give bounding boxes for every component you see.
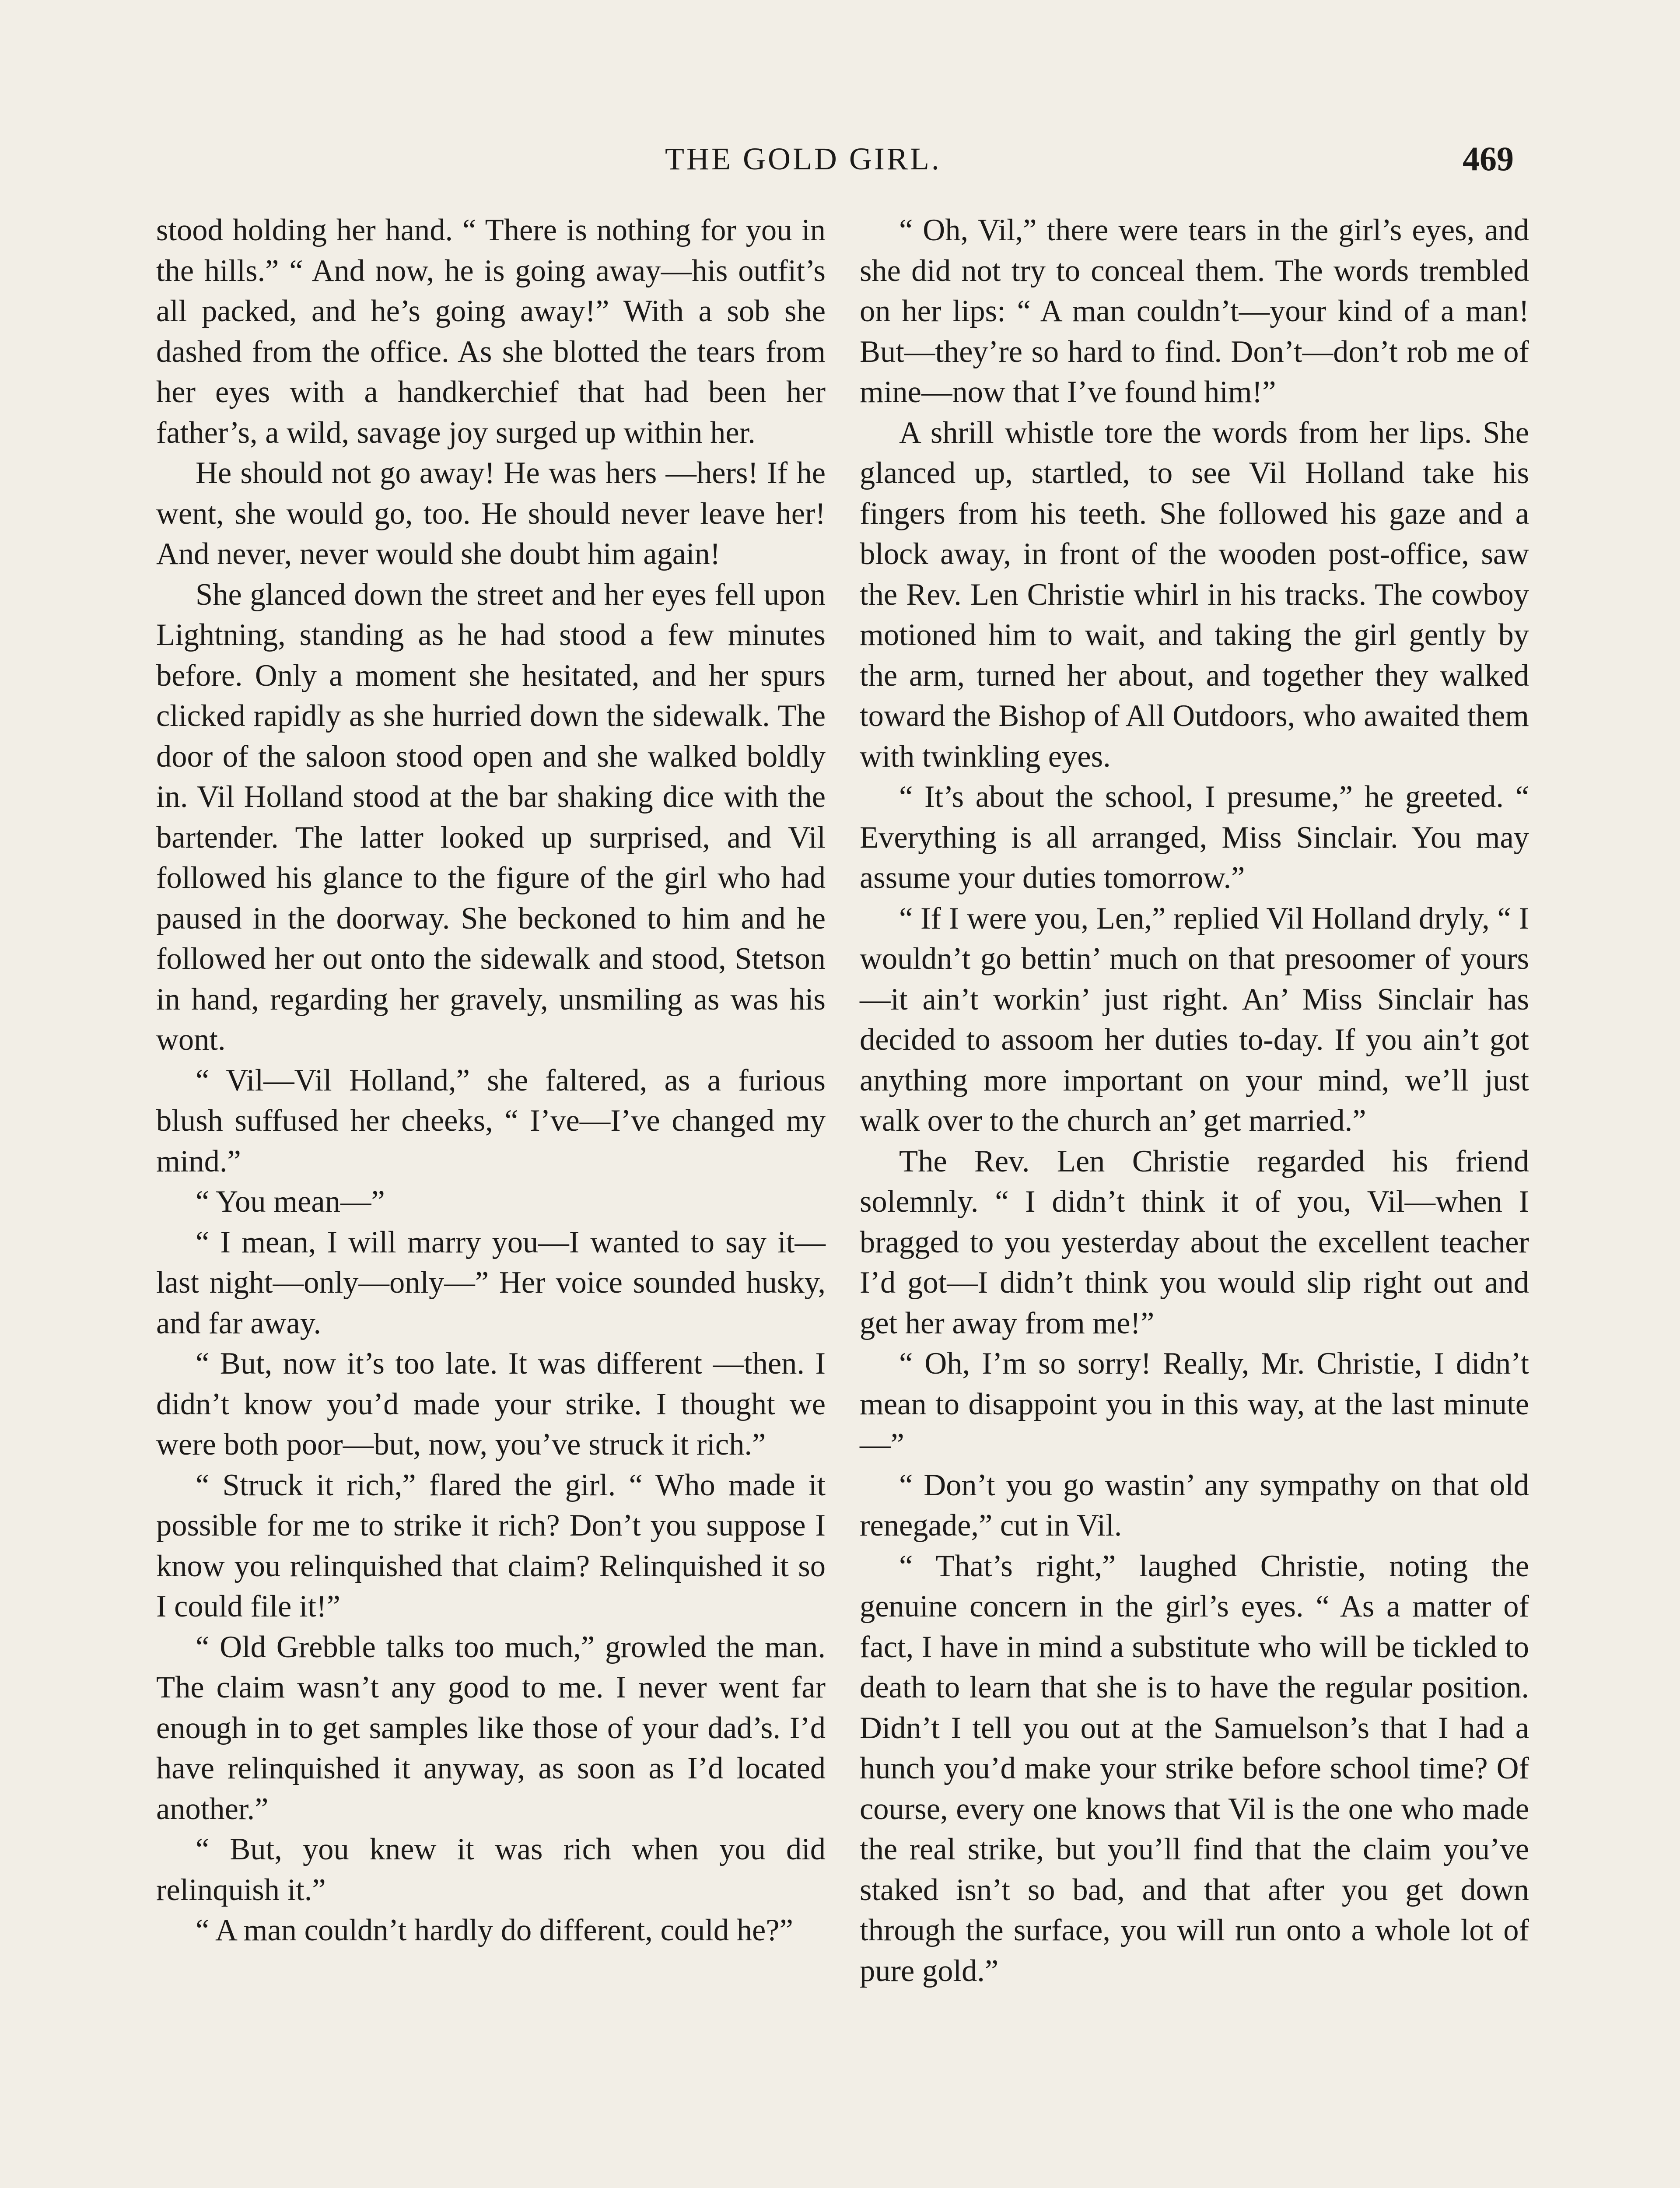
paragraph: “ A man couldn’t hardly do different, could he?” [196,1913,793,1947]
paragraph: “ You mean—” [196,1185,385,1219]
paragraph: The Rev. Len Christie regarded his friend solemnly. “ I didn’t think it of you, Vil—when I bragged to you yesterday about the excellent teacher I’d got—I didn’t think you would slip right out and get her away from me!” [860,1144,1529,1340]
right-column [860,210,1529,1991]
paragraph: He should not go away! He was hers —hers! If he went, she would go, too. He should never leave her! And never, never would she doubt him again! [156,456,826,571]
paragraph: “ Oh, I’m so sorry! Really, Mr. Christie, I didn’t mean to disappoint you in this way, at the last minute—” [860,1346,1529,1462]
paragraph: “ That’s right,” laughed Christie, noting the genuine concern in the girl’s eyes. “ As a matter of fact, I have in mind a substitute who will be tickled to death to learn that she is to have the regular position. Didn’t I tell you out at the Samuelson’s that I had a hunch you’d make your strike before school time? Of course, every one knows that Vil is the one who made the real strike, but you’ll find that the claim you’ve staked isn’t so bad, and that after you get down through the surface, you will run onto a whole lot of pure gold.” [860,1549,1529,1988]
paragraph: “ Old Grebble talks too much,” growled the man. The claim wasn’t any good to me. I never went far enough in to get samples like those of your dad’s. I’d have relinquished it anyway, as soon as I’d located another.” [156,1630,826,1826]
running-title: THE GOLD GIRL. [665,141,942,176]
paragraph: “ Oh, Vil,” there were tears in the girl’s eyes, and she did not try to conceal them. The words trembled on her lips: “ A man couldn’t—your kind of a man! But—they’re so hard to find. Don’t—don’t rob me of mine—now that I’ve found him!” [860,213,1529,409]
paragraph: “ Struck it rich,” flared the girl. “ Who made it possible for me to strike it rich? Don’t you suppose I know you relinquished that claim? Relinquished it so I could file it!” [156,1468,826,1623]
left-column [156,210,826,1951]
paragraph: “ But, now it’s too late. It was different —then. I didn’t know you’d made your strike. I thought we were both poor—but, now, you’ve struck it rich.” [156,1346,826,1462]
page-number: 469 [1463,140,1514,178]
paragraph: “ Vil—Vil Holland,” she faltered, as a furious blush suffused her cheeks, “ I’ve—I’ve changed my mind.” [156,1063,826,1178]
paragraph: “ Don’t you go wastin’ any sympathy on that old renegade,” cut in Vil. [860,1468,1529,1543]
paragraph: “ But, you knew it was rich when you did relinquish it.” [156,1832,826,1907]
paragraph: stood holding her hand. “ There is nothing for you in the hills.” “ And now, he is going away—his outfit’s all packed, and he’s going away!” With a sob she dashed from the office. As she blotted the tears from her eyes with a handkerchief that had been her father’s, a wild, savage joy surged up within her. [156,213,826,450]
paragraph: “ If I were you, Len,” replied Vil Holland dryly, “ I wouldn’t go bettin’ much on that presoomer of yours—it ain’t workin’ just right. An’ Miss Sinclair has decided to assoom her duties to-day. If you ain’t got anything more important on your mind, we’ll just walk over to the church an’ get married.” [860,901,1529,1138]
paragraph: “ It’s about the school, I presume,” he greeted. “ Everything is all arranged, Miss Sinclair. You may assume your duties tomorrow.” [860,780,1529,895]
paragraph: A shrill whistle tore the words from her lips. She glanced up, startled, to see Vil Holland take his fingers from his teeth. She followed his gaze and a block away, in front of the wooden post-office, saw the Rev. Len Christie whirl in his tracks. The cowboy motioned him to wait, and taking the girl gently by the arm, turned her about, and together they walked toward the Bishop of All Outdoors, who awaited them with twinkling eyes. [860,415,1529,774]
paragraph: She glanced down the street and her eyes fell upon Lightning, standing as he had stood a few minutes before. Only a moment she hesitated, and her spurs clicked rapidly as she hurried down the sidewalk. The door of the saloon stood open and she walked boldly in. Vil Holland stood at the bar shaking dice with the bartender. The latter looked up surprised, and Vil followed his glance to the figure of the girl who had paused in the doorway. She beckoned to him and he followed her out onto the sidewalk and stood, Stetson in hand, regarding her gravely, unsmiling as was his wont. [156,577,826,1057]
paragraph: “ I mean, I will marry you—I wanted to say it—last night—only—only—” Her voice sounded husky, and far away. [156,1225,826,1340]
